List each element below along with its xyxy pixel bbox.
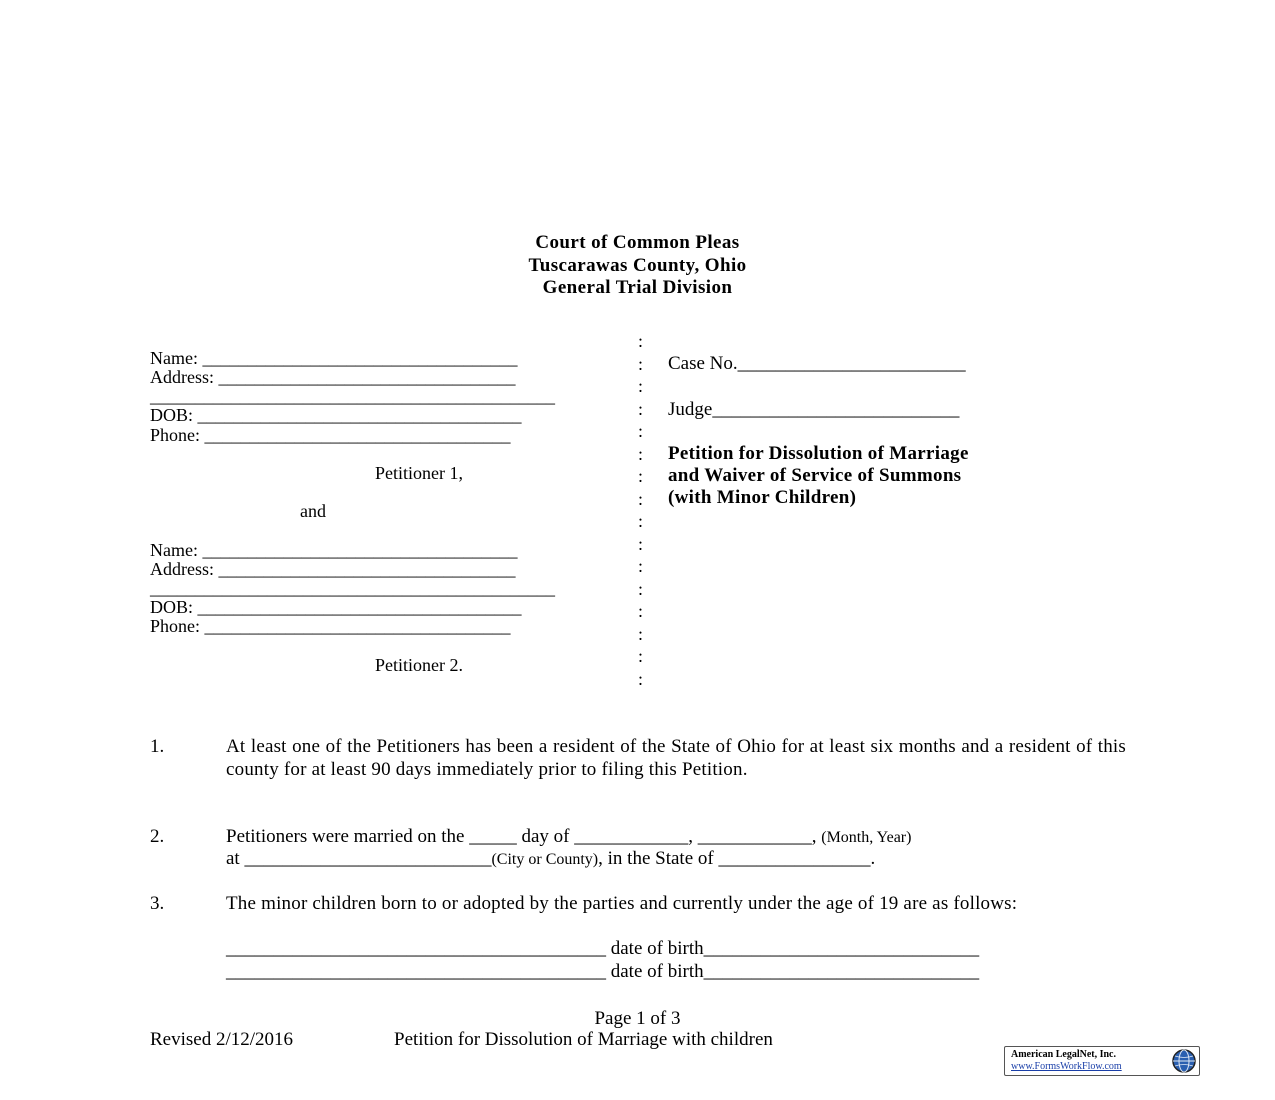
paragraph-2-line2[interactable]: [226, 848, 875, 872]
city-county-hint: (City or County): [491, 851, 599, 868]
separator-colon: :: [638, 669, 644, 689]
marriage-state-field[interactable]: , in the State of ________________.: [598, 848, 876, 869]
separator-colon: :: [638, 624, 644, 644]
logo-url-link[interactable]: www.FormsWorkFlow.com: [1011, 1061, 1122, 1072]
american-legalnet-logo[interactable]: [1004, 1046, 1200, 1076]
form-title-footer: Petition for Dissolution of Marriage with children: [394, 1029, 773, 1050]
month-year-hint: (Month, Year): [821, 829, 912, 846]
separator-colon: :: [638, 466, 644, 486]
separator-colon: :: [638, 601, 644, 621]
court-name: Court of Common Pleas: [535, 232, 740, 253]
petitioner1-dob-field[interactable]: DOB: ____________________________________: [150, 405, 522, 425]
petitioner1-address-field[interactable]: Address: _________________________________: [150, 367, 516, 387]
petition-title-line1: Petition for Dissolution of Marriage: [668, 443, 969, 464]
petitioner1-label: Petitioner 1,: [375, 463, 463, 483]
petitioner2-address2-field[interactable]: _____________________________________________: [150, 578, 555, 598]
page-number: Page 1 of 3: [594, 1008, 681, 1029]
marriage-place-field[interactable]: at __________________________: [226, 848, 492, 869]
separator-colon: :: [638, 354, 644, 374]
paragraph-1-text: At least one of the Petitioners has been a resident of the State of Ohio for at least six months and a resident of this county for at least 90 days immediately prior to filing this Petition.: [226, 736, 1126, 780]
paragraph-2-number: 2.: [150, 826, 165, 847]
county-name: Tuscarawas County, Ohio: [528, 255, 747, 276]
case-number-field[interactable]: Case No.________________________: [668, 353, 966, 374]
separator-colon: :: [638, 646, 644, 666]
separator-colon: :: [638, 556, 644, 576]
petitioner2-label: Petitioner 2.: [375, 655, 463, 675]
petitioner2-address-field[interactable]: Address: _________________________________: [150, 559, 516, 579]
revised-date: Revised 2/12/2016: [150, 1029, 294, 1050]
petitioner2-phone-field[interactable]: Phone: __________________________________: [150, 616, 511, 636]
petitioner1-phone-field[interactable]: Phone: __________________________________: [150, 425, 511, 445]
petitioner1-name-field[interactable]: Name: ___________________________________: [150, 348, 518, 368]
child-row-1[interactable]: ________________________________________ date of birth_____________________________: [226, 938, 980, 959]
paragraph-3-text: The minor children born to or adopted by the parties and currently under the age of 19 are as follows:: [226, 893, 1018, 914]
separator-colon: :: [638, 399, 644, 419]
petitioner1-address2-field[interactable]: _____________________________________________: [150, 386, 555, 406]
separator-colon: :: [638, 489, 644, 509]
marriage-date-fields[interactable]: Petitioners were married on the _____ day of ____________, ____________,: [226, 826, 817, 847]
paragraph-3-number: 3.: [150, 893, 165, 914]
separator-colon: :: [638, 376, 644, 396]
globe-icon: [1171, 1048, 1197, 1074]
petitioner2-dob-field[interactable]: DOB: ____________________________________: [150, 597, 522, 617]
paragraph-2-line1[interactable]: [226, 826, 911, 850]
petition-title-line3: (with Minor Children): [668, 487, 857, 508]
and-label: and: [300, 501, 326, 521]
separator-colon: :: [638, 534, 644, 554]
separator-colon: :: [638, 511, 644, 531]
petition-title-line2: and Waiver of Service of Summons: [668, 465, 962, 486]
separator-colon: :: [638, 421, 644, 441]
paragraph-1-number: 1.: [150, 736, 165, 757]
logo-company-name: American LegalNet, Inc.: [1011, 1049, 1116, 1060]
separator-colon: :: [638, 444, 644, 464]
separator-colon: :: [638, 579, 644, 599]
petitioner2-name-field[interactable]: Name: ___________________________________: [150, 540, 518, 560]
separator-colon: :: [638, 331, 644, 351]
child-row-2[interactable]: ________________________________________ date of birth_____________________________: [226, 961, 980, 982]
judge-field[interactable]: Judge__________________________: [668, 399, 960, 420]
division-name: General Trial Division: [542, 277, 733, 298]
